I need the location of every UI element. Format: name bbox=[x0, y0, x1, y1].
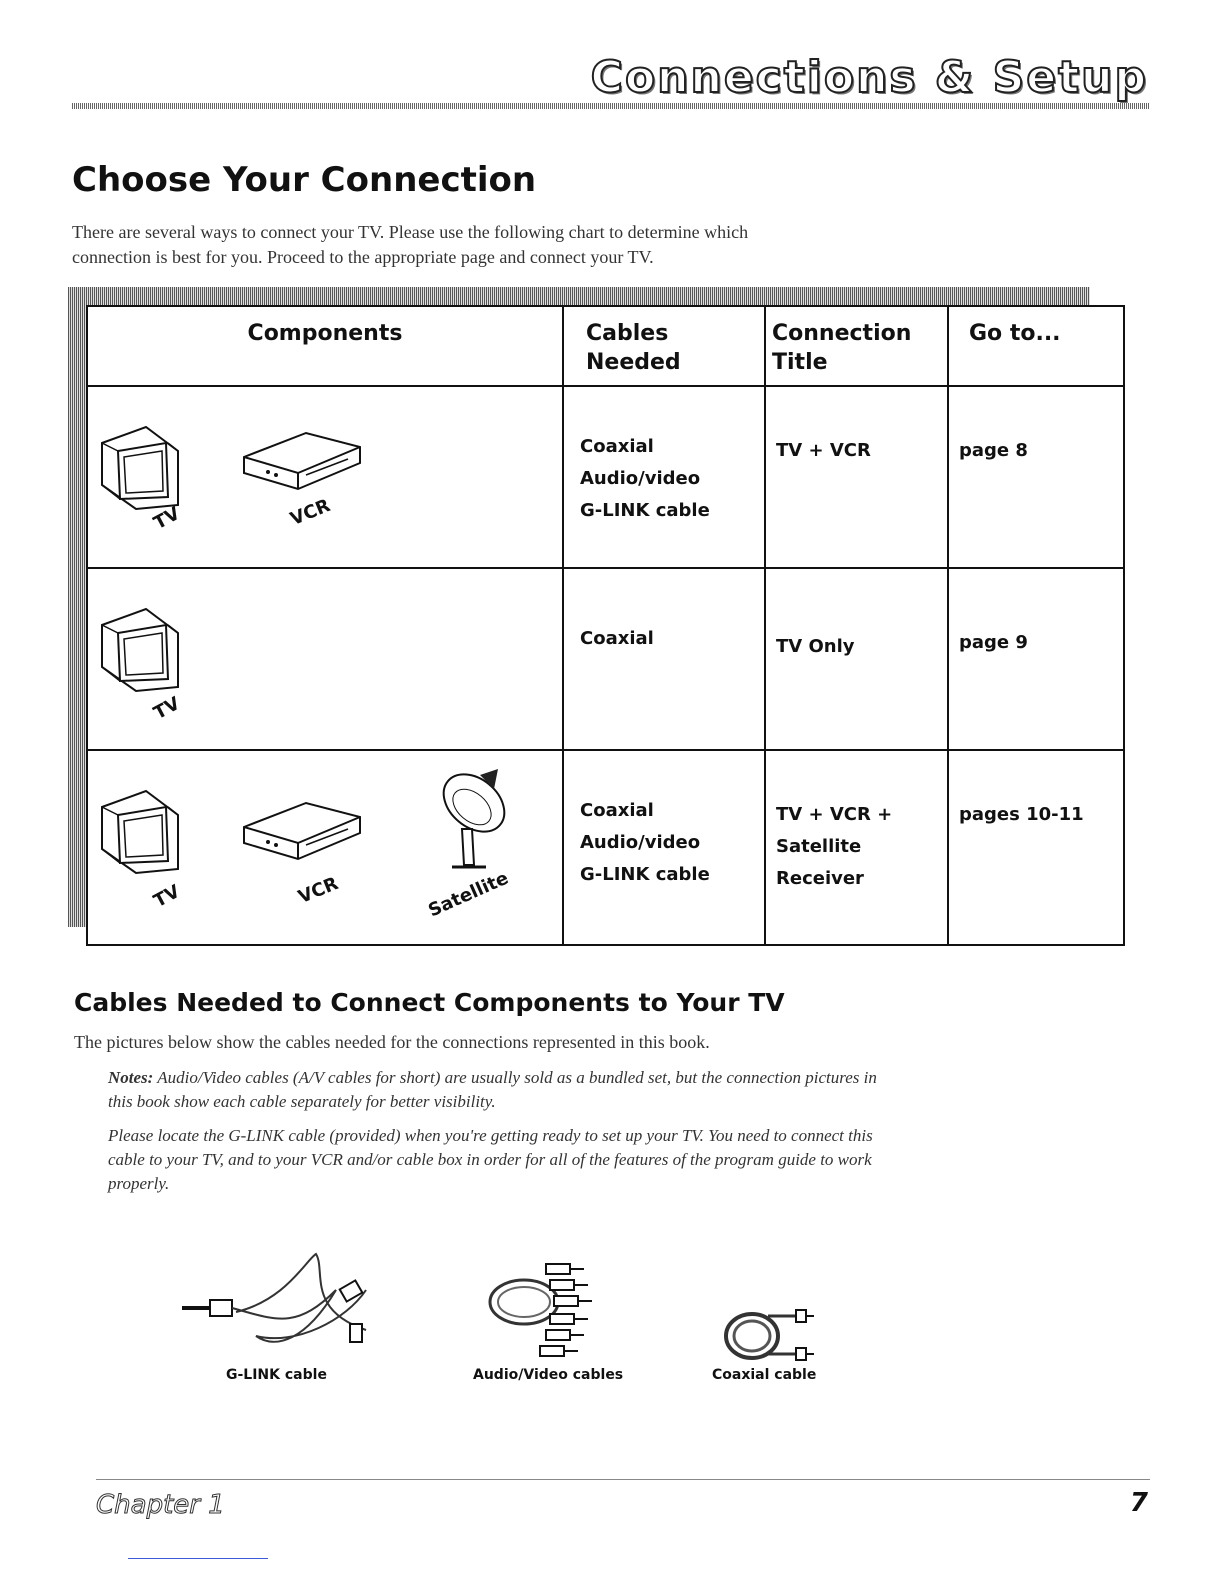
cables-section-intro: The pictures below show the cables needed for the connections represented in this book. bbox=[74, 1032, 710, 1052]
audio-video-cables-icon bbox=[484, 1244, 604, 1364]
satellite-dish-icon bbox=[418, 763, 528, 873]
bottom-divider bbox=[128, 1558, 268, 1559]
table-row bbox=[87, 568, 1124, 750]
table-shadow-left bbox=[68, 287, 86, 927]
intro-line-1: There are several ways to connect your TV. Please use the following chart to determine which bbox=[72, 222, 749, 242]
connection-header bbox=[765, 306, 948, 386]
footer-page-number: 7 bbox=[1129, 1488, 1148, 1518]
connection-title-cell bbox=[765, 568, 948, 750]
glink-cable-caption: G-LINK cable bbox=[226, 1367, 327, 1383]
tv-label: TV bbox=[150, 693, 184, 724]
intro-line-2: connection is best for you. Proceed to the appropriate page and connect your TV. bbox=[72, 247, 654, 267]
glink-cable-icon bbox=[176, 1250, 376, 1360]
intro-text bbox=[72, 220, 952, 270]
goto-header: Go to... bbox=[948, 306, 1124, 386]
tv-icon bbox=[96, 603, 186, 695]
header-rule bbox=[72, 103, 1150, 109]
page-reference: page 9 bbox=[959, 632, 1028, 653]
table-shadow-top bbox=[68, 287, 1090, 305]
connection-chart bbox=[86, 305, 1125, 946]
cable-item: Coaxial bbox=[580, 436, 654, 457]
page-reference: page 8 bbox=[959, 440, 1028, 461]
cable-item: G-LINK cable bbox=[580, 500, 710, 521]
tv-icon bbox=[96, 785, 186, 877]
cable-item: Audio/video bbox=[580, 832, 701, 853]
cable-item: Coaxial bbox=[580, 800, 654, 821]
components-cell bbox=[87, 386, 563, 568]
goto-cell bbox=[948, 750, 1124, 945]
connection-title-line: Satellite Receiver bbox=[776, 836, 864, 889]
header-title: Connections & Setup bbox=[590, 52, 1148, 103]
connection-title-cell bbox=[765, 750, 948, 945]
connection-title-line: TV + VCR + bbox=[776, 804, 893, 825]
note-label: Notes: bbox=[108, 1068, 154, 1087]
audio-video-cables-caption: Audio/Video cables bbox=[473, 1367, 624, 1383]
cables-header-line-1: Cables bbox=[586, 321, 669, 346]
note-2: Please locate the G-LINK cable (provided) when you're getting ready to set up your TV. You need to connect this cable to your TV, and to your VCR and/or cable box in order for all of the features of the program guide to work properly. bbox=[108, 1126, 873, 1193]
cable-item: Coaxial bbox=[580, 628, 654, 649]
cables-cell bbox=[563, 568, 765, 750]
connection-header-line-1: Connection bbox=[772, 321, 912, 346]
satellite-label: Satellite bbox=[425, 867, 512, 922]
connection-title-line: TV + VCR bbox=[776, 440, 871, 461]
table-row bbox=[87, 750, 1124, 945]
cables-cell bbox=[563, 750, 765, 945]
components-header: Components bbox=[87, 306, 563, 386]
coaxial-cable-caption: Coaxial cable bbox=[712, 1367, 817, 1383]
cables-cell bbox=[563, 386, 765, 568]
components-cell bbox=[87, 750, 563, 945]
coaxial-cable-icon bbox=[718, 1302, 818, 1366]
tv-label: TV bbox=[150, 881, 184, 912]
vcr-label: VCR bbox=[295, 873, 342, 908]
vcr-icon bbox=[236, 425, 366, 495]
footer-chapter: Chapter 1 bbox=[96, 1490, 225, 1520]
page-reference: pages 10-11 bbox=[959, 804, 1084, 825]
cable-item: Audio/video bbox=[580, 468, 701, 489]
vcr-icon bbox=[236, 795, 366, 865]
table-row bbox=[87, 386, 1124, 568]
components-cell bbox=[87, 568, 563, 750]
connection-header-line-2: Title bbox=[772, 350, 828, 375]
note-1-text: Audio/Video cables (A/V cables for short) are usually sold as a bundled set, but the connection pictures in this book show each cable separately for better visibility. bbox=[108, 1068, 877, 1111]
footer-rule bbox=[96, 1479, 1150, 1480]
cables-header bbox=[563, 306, 765, 386]
page-title: Choose Your Connection bbox=[72, 160, 537, 200]
cables-section-heading: Cables Needed to Connect Components to Your TV bbox=[74, 988, 785, 1017]
tv-icon bbox=[96, 421, 186, 513]
cable-item: G-LINK cable bbox=[580, 864, 710, 885]
goto-cell bbox=[948, 568, 1124, 750]
vcr-label: VCR bbox=[287, 495, 334, 530]
connection-title-line: TV Only bbox=[776, 636, 855, 657]
note-1 bbox=[108, 1066, 888, 1114]
connection-title-cell bbox=[765, 386, 948, 568]
tv-label: TV bbox=[150, 503, 184, 534]
chart-header-row bbox=[87, 306, 1124, 386]
cables-header-line-2: Needed bbox=[586, 350, 681, 375]
goto-cell bbox=[948, 386, 1124, 568]
